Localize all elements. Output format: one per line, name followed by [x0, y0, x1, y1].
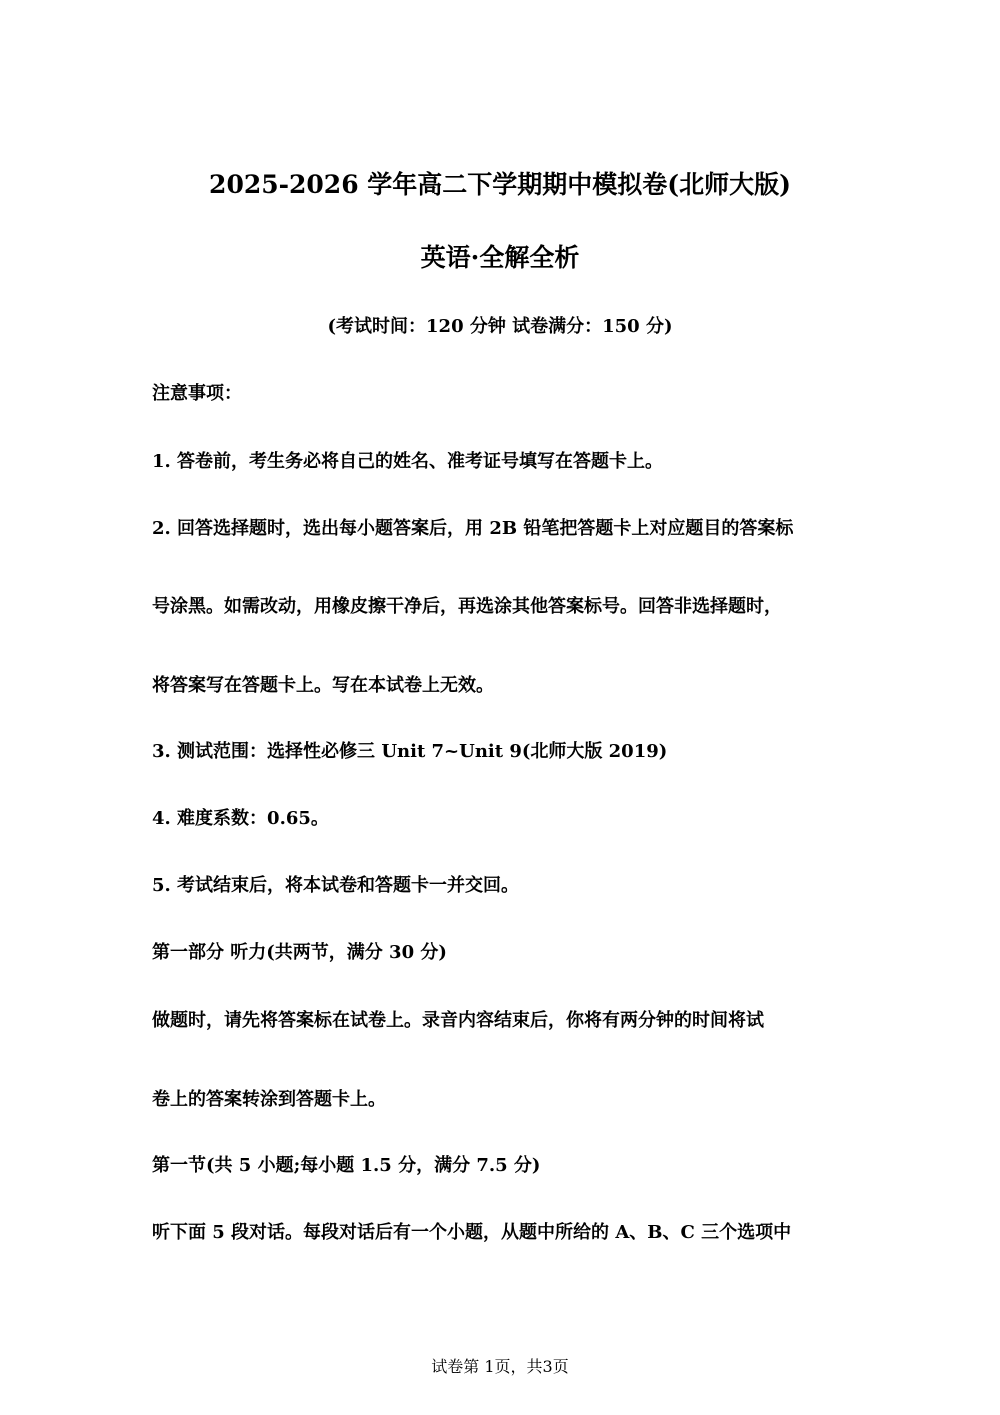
notice-item-2-line-2: 号涂黑。如需改动，用橡皮擦干净后，再选涂其他答案标号。回答非选择题时，	[152, 596, 782, 617]
exam-title: 2025-2026 学年高二下学期期中模拟卷(北师大版)	[209, 170, 791, 199]
section-one-instruction: 听下面 5 段对话。每段对话后有一个小题，从题中所给的 A、B、C 三个选项中	[152, 1222, 792, 1243]
notice-heading: 注意事项：	[152, 383, 242, 404]
part-one-heading: 第一部分 听力(共两节，满分 30 分)	[152, 942, 447, 963]
notice-item-2-line-3: 将答案写在答题卡上。写在本试卷上无效。	[152, 675, 494, 696]
exam-time-score-info: (考试时间：120 分钟 试卷满分：150 分)	[327, 316, 673, 337]
notice-item-3: 3. 测试范围：选择性必修三 Unit 7~Unit 9(北师大版 2019)	[152, 741, 668, 762]
section-one-heading: 第一节(共 5 小题;每小题 1.5 分，满分 7.5 分)	[152, 1155, 541, 1176]
exam-subtitle: 英语·全解全析	[420, 243, 580, 272]
notice-item-1: 1. 答卷前，考生务必将自己的姓名、准考证号填写在答题卡上。	[152, 451, 664, 472]
notice-item-5: 5. 考试结束后，将本试卷和答题卡一并交回。	[152, 875, 520, 896]
notice-item-4: 4. 难度系数：0.65。	[152, 808, 329, 829]
page-number-footer: 试卷第 1页，共3页	[431, 1357, 569, 1376]
notice-item-2-line-1: 2. 回答选择题时，选出每小题答案后，用 2B 铅笔把答题卡上对应题目的答案标	[152, 518, 794, 539]
part-one-instruction-line-2: 卷上的答案转涂到答题卡上。	[152, 1089, 386, 1110]
part-one-instruction-line-1: 做题时，请先将答案标在试卷上。录音内容结束后，你将有两分钟的时间将试	[152, 1010, 764, 1031]
